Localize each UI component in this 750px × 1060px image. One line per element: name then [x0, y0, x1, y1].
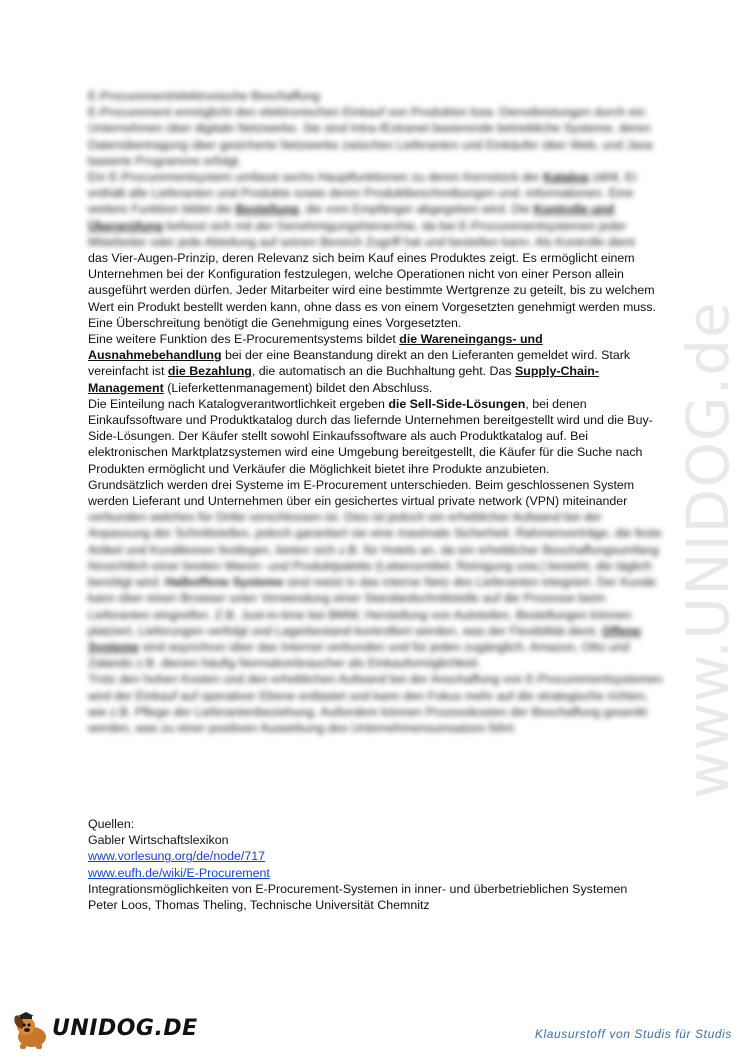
term-wareneingang: die Wareneingangs- und Ausnahmebehandlung — [88, 332, 543, 363]
paragraph-systeme: Grundsätzlich werden drei Systeme im E-Procurement unterschieden. Beim geschlossenen System werden Lieferant und Unternehmen über ein gesichertes virtual private network (VPN) miteinander — [88, 477, 635, 509]
term-bestellung: Bestellung — [235, 202, 299, 217]
unidog-logo-text: UNIDOG.DE — [52, 1016, 198, 1041]
paragraph-functions: Ein E-Procurementsystem umfasst sechs Hauptfunktionen zu deren Kernstück der Katalog zählt. Er enthält alle Lieferanten und Produkte sowie deren Produktbeschreibungen und -informationen. Eine weitere Funktion bildet die Bestellung, die vom Empfänger abgegeben wird. Die Kontrolle und Überprüfung befasst sich mit der Genehmigungshierarchie, da bei E-Procurementsystemen jeder Mitarbeiter oder jede Abteilung auf seinen Bereich Zugriff hat und bestellen kann. Als Kontrolle dient — [88, 170, 638, 249]
term-scm: Supply-Chain-Management — [88, 364, 600, 395]
document-body — [88, 88, 663, 736]
blurred-top-section — [88, 88, 663, 250]
footer-slogan: Klausurstoff von Studis für Studis — [534, 1027, 732, 1041]
term-kontrolle: Kontrolle und Überprüfung — [88, 202, 615, 233]
watermark-text: www.UNIDOG.de — [674, 301, 742, 799]
term-offen: Offene Systeme — [88, 623, 642, 654]
sources-section — [88, 816, 688, 913]
source-integration: Integrationsmöglichkeiten von E-Procurement-Systemen in inner- und überbetrieblichen Systemen — [88, 881, 628, 896]
paragraph-fazit: Trotz den hohen Kosten und den erheblichen Aufwand bei der Anschaffung von E-Procurementsystemen wird der Einkauf auf operativer Ebene entlastet und kann den Fokus mehr auf die strategische richten, wie z.B. Pflege der Lieferantenbeziehung. Außerdem können Prozesskosten der Beschaffung gesenkt werden, was zu einer positiven Auswirkung des Unternehmensumsatzes führt. — [88, 672, 663, 735]
term-sell-side: die Sell-Side-Lösungen — [388, 396, 526, 411]
paragraph-sell-side: Die Einteilung nach Katalogverantwortlichkeit ergeben die Sell-Side-Lösungen, bei denen Einkaufssoftware und Produktkatalog durch das liefernde Unternehmen bereitgestellt wird und die Buy-Side-Lösungen. Der Käufer stellt sowohl Einkaufssoftware als auch Produktkatalog auf. Bei elektronischen Marktplatzsystemen wird eine Umgebung bereitgestellt, die Käufer für die Suche nach Produkten ermöglicht und Verkäufer die Möglichkeit bietet ihre Produkte anzubieten. — [88, 396, 653, 476]
blurred-bottom-section — [88, 509, 663, 736]
term-halboffen: Halboffene Systeme — [165, 575, 284, 590]
source-link-vorlesung[interactable]: www.vorlesung.org/de/node/717 — [88, 849, 266, 864]
paragraph-intro: E-Procurement ermöglicht den elektronischen Einkauf von Produkten bzw. Dienstleistungen durch ein Unternehmen über digitale Netzwerke. Sie sind Intra-/Extranet basierende betriebliche Systeme, deren Datenübertragung über gesicherte Netzwerke zwischen Lieferanten und Einkäufer über Web, und Java basierte Programme erfolgt. — [88, 105, 653, 168]
source-link-eufh[interactable]: www.eufh.de/wiki/E-Procurement — [88, 865, 270, 880]
document-title: E-Procurement/elektronische Beschaffung — [88, 89, 320, 103]
source-gabler: Gabler Wirtschaftslexikon — [88, 833, 229, 848]
term-katalog: Katalog — [543, 170, 589, 185]
sources-heading: Quellen: — [88, 817, 135, 831]
term-bezahlung: die Bezahlung — [167, 364, 252, 379]
watermark — [648, 301, 750, 799]
source-authors: Peter Loos, Thomas Theling, Technische Universität Chemnitz — [88, 898, 430, 913]
paragraph-systeme-cont: verbunden welches für Dritte verschlossen ist. Dies ist jedoch ein erheblicher Aufwand bei der Anpassung der Schnittstellen, jedoch garantiert sie eine maximale Sicherheit. Rahmenverträge, die feste Artikel und Konditionen festlegen, bieten sich z.B. für Hotels an, da ein erheblicher Beschaffungsumfang hinsichtlich einer breiten Waren- und Produktpalette (Lebensmittel, Reinigung usw.) besteht, die täglich benötigt wird. Halboffene Systeme sind meist in das interne Netz des Lieferanten integriert. Der Kunde kann über einen Browser unter Verwendung einer Standardschnittstelle auf die Prozesse beim Lieferanten eingreifen. Z.B. Just-in-time bei BMW, Herstellung von Autoteilen, Bestellungen können platziert, Lieferungen verfolgt und Lagerbestand kontrolliert werden, was der Flexibilität dient. Offene Systeme sind asynchron über das Internet verbunden und für jeden zugänglich. Amazon, Otto und Zalando z.B. dienen häufig Normalverbraucher als Einkaufsmöglichkeit. — [88, 510, 662, 671]
paragraph-vier-augen: das Vier-Augen-Prinzip, deren Relevanz sich beim Kauf eines Produktes zeigt. Es ermöglicht einem Unternehmen bei der Konfiguration festzulegen, welche Operationen nicht von einer Person allein ausgeführt werden dürfen. Jeder Mitarbeiter wird eine bestimmte Wertgrenze zu geteilt, bis zu welchem Wert ein Produkt bestellt werden kann, ohne dass es von einem Vorgesetzten genehmigt werden muss. Eine Überschreitung benötigt die Genehmigung eines Vorgesetzten. — [88, 251, 656, 330]
paragraph-wareneingang: Eine weitere Funktion des E-Procurementsystems bildet die Wareneingangs- und Ausnahmebehandlung bei der eine Beanstandung direkt an den Lieferanten gemeldet wird. Stark vereinfacht ist die Bezahlung, die automatisch an die Buchhaltung geht. Das Supply-Chain-Management (Lieferkettenmanagement) bildet den Abschluss. — [88, 332, 631, 395]
